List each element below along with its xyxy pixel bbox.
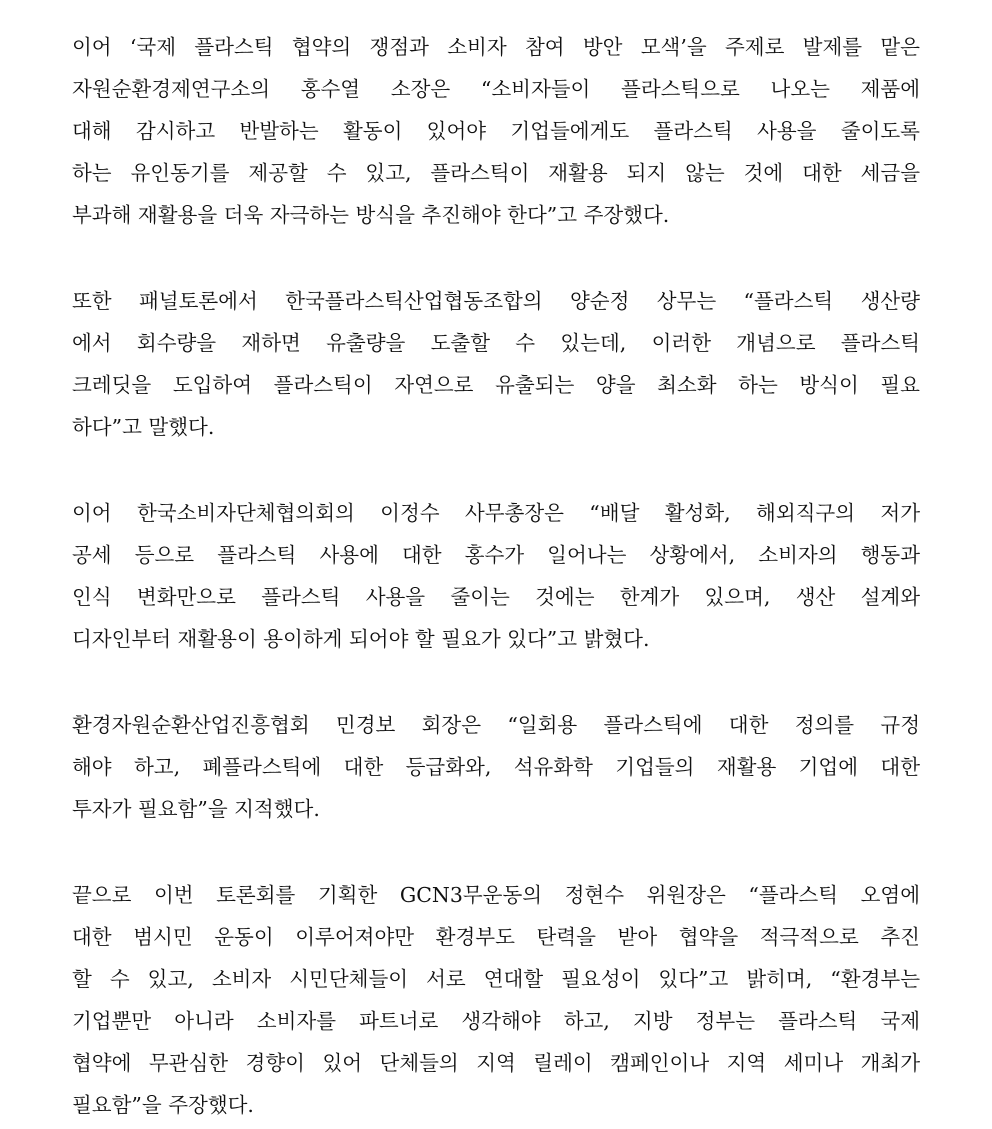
text-line: 인식 변화만으로 플라스틱 사용을 줄이는 것에는 한계가 있으며, 생산 설계와 bbox=[72, 585, 920, 609]
paragraph-panel-discussion bbox=[72, 280, 920, 448]
text-line: 자원순환경제연구소의 홍수열 소장은 “소비자들이 플라스틱으로 나오는 제품에 bbox=[72, 77, 920, 101]
text-line: 협약에 무관심한 경향이 있어 단체들의 지역 릴레이 캠페인이나 지역 세미나 개최가 bbox=[72, 1051, 920, 1075]
text-line: 필요함”을 주장했다. bbox=[72, 1093, 254, 1117]
text-line: 부과해 재활용을 더욱 자극하는 방식을 추진해야 한다”고 주장했다. bbox=[72, 203, 670, 227]
paragraph-closing bbox=[72, 874, 920, 1126]
paragraph-consumer-council bbox=[72, 492, 920, 660]
text-line: 공세 등으로 플라스틱 사용에 대한 홍수가 일어나는 상황에서, 소비자의 행동과 bbox=[72, 543, 920, 567]
text-line: 크레딧을 도입하여 플라스틱이 자연으로 유출되는 양을 최소화 하는 방식이 필요 bbox=[72, 373, 920, 397]
text-line: 대해 감시하고 반발하는 활동이 있어야 기업들에게도 플라스틱 사용을 줄이도록 bbox=[72, 119, 920, 143]
text-line: 이어 ‘국제 플라스틱 협약의 쟁점과 소비자 참여 방안 모색’을 주제로 발제를 맡은 bbox=[72, 35, 920, 59]
document-body bbox=[72, 26, 920, 1126]
text-line: 에서 회수량을 재하면 유출량을 도출할 수 있는데, 이러한 개념으로 플라스틱 bbox=[72, 331, 920, 355]
text-line: 하다”고 말했다. bbox=[72, 415, 215, 439]
text-line: 대한 범시민 운동이 이루어져야만 환경부도 탄력을 받아 협약을 적극적으로 추진 bbox=[72, 925, 920, 949]
text-line: 또한 패널토론에서 한국플라스틱산업협동조합의 양순정 상무는 “플라스틱 생산량 bbox=[72, 289, 920, 313]
paragraph-presentation bbox=[72, 26, 920, 236]
text-line: 하는 유인동기를 제공할 수 있고, 플라스틱이 재활용 되지 않는 것에 대한 세금을 bbox=[72, 161, 920, 185]
text-line: 해야 하고, 폐플라스틱에 대한 등급화와, 석유화학 기업들의 재활용 기업에 대한 bbox=[72, 755, 920, 779]
text-line: 환경자원순환산업진흥협회 민경보 회장은 “일회용 플라스틱에 대한 정의를 규정 bbox=[72, 713, 920, 737]
text-line: 디자인부터 재활용이 용이하게 되어야 할 필요가 있다”고 밝혔다. bbox=[72, 627, 650, 651]
text-line: 이어 한국소비자단체협의회의 이정수 사무총장은 “배달 활성화, 해외직구의 저가 bbox=[72, 501, 920, 525]
text-line: 할 수 있고, 소비자 시민단체들이 서로 연대할 필요성이 있다”고 밝히며, “환경부는 bbox=[72, 967, 920, 991]
text-line: 투자가 필요함”을 지적했다. bbox=[72, 797, 320, 821]
text-line: 끝으로 이번 토론회를 기획한 GCN3무운동의 정현수 위원장은 “플라스틱 오염에 bbox=[72, 883, 920, 907]
paragraph-recycling-association bbox=[72, 704, 920, 830]
text-line: 기업뿐만 아니라 소비자를 파트너로 생각해야 하고, 지방 정부는 플라스틱 국제 bbox=[72, 1009, 920, 1033]
